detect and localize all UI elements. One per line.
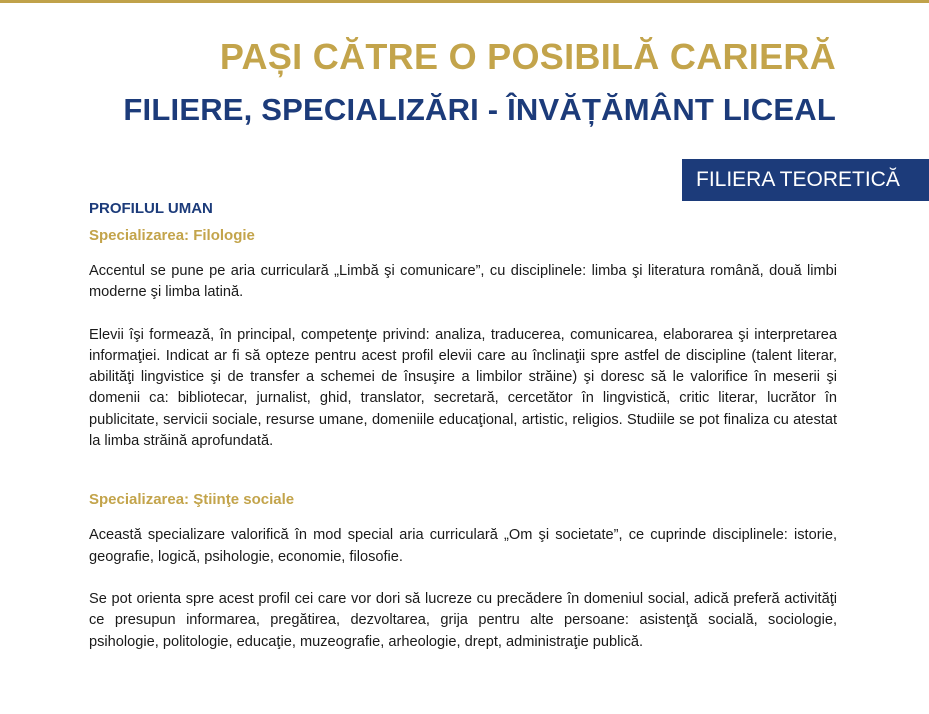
page-subtitle: FILIERE, SPECIALIZĂRI - ÎNVĂȚĂMÂNT LICEAL <box>123 92 836 127</box>
specialization-heading-filologie: Specializarea: Filologie <box>89 227 255 244</box>
document-body <box>89 198 837 653</box>
paragraph: Această specializare valorifică în mod special aria curriculară „Om şi societate”, ce cuprinde disciplinele: istorie, geografie, logică, psihologie, economie, filosofie. <box>89 527 837 565</box>
paragraph: Elevii îşi formează, în principal, competenţe privind: analiza, traducerea, comunicarea, elaborarea şi interpretarea informaţiei. Indicat ar fi să opteze pentru acest profil elevii care au înclinaţii spre astfel de discipline (talent literar, abilităţi lingvistice şi de transfer a schemei de însuşire a limbilor străine) şi doresc să le valorifice în meserii şi domenii ca: bibliotecar, jurnalist, ghid, translator, secretară, cercetător în lingvistică, critic literar, lucrător în publicitate, servicii sociale, resurse umane, domeniile educaţional, artistic, religios. Studiile se pot finaliza cu atestat la limba străină aprofundată. <box>89 326 837 450</box>
specialization-heading-stiinte-sociale: Specializarea: Ştiinţe sociale <box>89 491 295 509</box>
page-title: PAȘI CĂTRE O POSIBILĂ CARIERĂ <box>219 36 836 77</box>
paragraph: Se pot orienta spre acest profil cei care vor dori să lucreze cu precădere în domeniul social, adică preferă activităţi ce presupun informarea, pregătirea, dezvoltarea, grija pentru alte persoane: asistenţă socială, sociologie, psihologie, politologie, educaţie, muzeografie, arheologie, drept, administraţie publică. <box>89 590 837 650</box>
top-gold-rule <box>0 0 929 3</box>
section-badge: FILIERA TEORETICĂ <box>682 159 929 201</box>
profile-heading: PROFILUL UMAN <box>89 200 213 217</box>
paragraph: Accentul se pune pe aria curriculară „Limbă şi comunicare”, cu disciplinele: limba şi literatura română, două limbi moderne şi limba latină. <box>89 263 837 301</box>
